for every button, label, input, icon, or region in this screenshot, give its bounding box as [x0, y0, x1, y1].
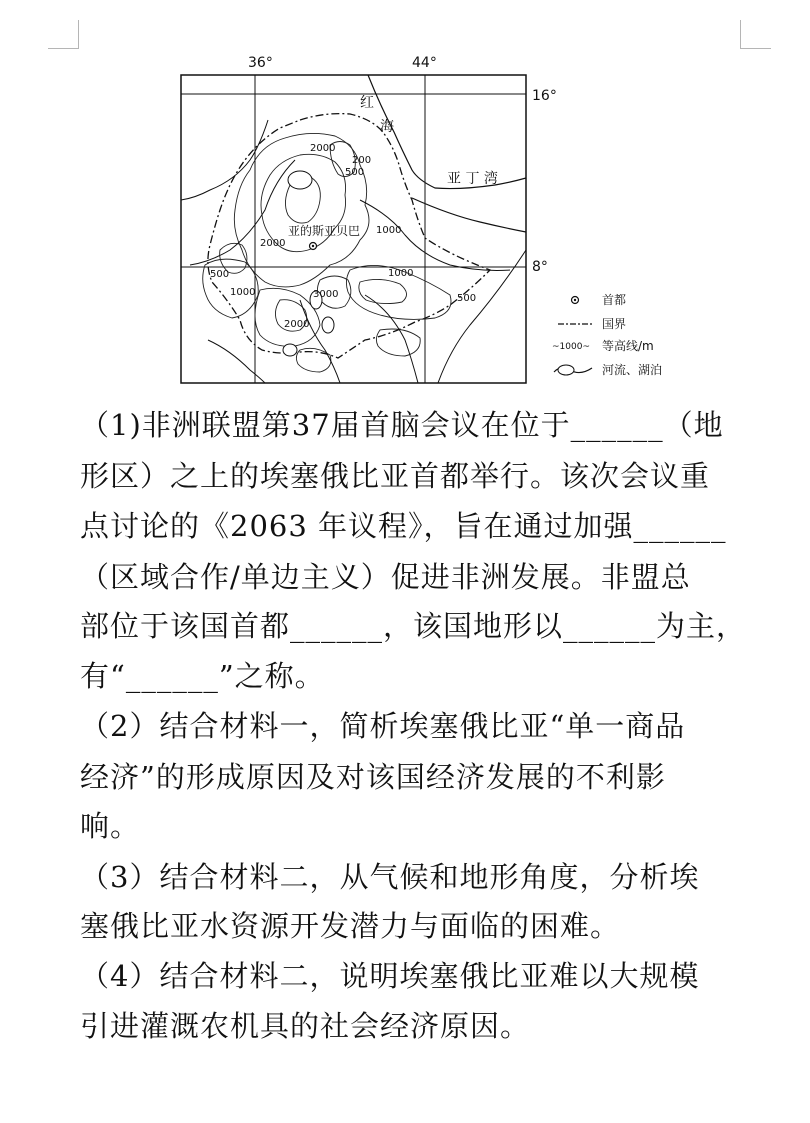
- text-line: 有“______”之称。: [80, 659, 325, 693]
- contour-label: 500: [457, 293, 477, 304]
- contour-icon: ~1000~: [552, 342, 590, 352]
- text-line: （区域合作/单边主义）促进非洲发展。非盟总: [80, 560, 691, 594]
- contour-label: 1000: [376, 225, 402, 236]
- text-line: 点讨论的《2063 年议程》，旨在通过加强______: [80, 509, 727, 543]
- text-line: 经济”的形成原因及对该国经济发展的不利影: [80, 760, 666, 794]
- contour-label: 500: [210, 269, 230, 280]
- contour-lines: [203, 133, 451, 372]
- ethiopia-topographic-map: [150, 50, 680, 395]
- capital-label: 亚的斯亚贝巴: [288, 224, 361, 238]
- contour-label: 1000: [388, 268, 414, 279]
- gulf-south-coast: [412, 198, 526, 232]
- red-sea-label-2: 海: [380, 119, 394, 135]
- text-line: （4）结合材料二，说明埃塞俄比亚难以大规模: [80, 959, 700, 993]
- legend-label-river-lake: 河流、湖泊: [602, 363, 663, 377]
- longitude-label-36: 36°: [248, 55, 273, 71]
- red-sea-label-1: 红: [360, 95, 374, 111]
- latitude-label-16: 16°: [532, 88, 557, 104]
- map-legend: [552, 292, 662, 377]
- contour-label: 2000: [260, 238, 286, 249]
- latitude-label-8: 8°: [532, 259, 548, 275]
- text-line: （3）结合材料二，从气候和地形角度，分析埃: [80, 860, 700, 894]
- contour-label: 200: [352, 155, 372, 166]
- crop-mark-top-left: [48, 20, 79, 49]
- legend-label-capital: 首都: [602, 293, 627, 307]
- legend-label-contour: 等高线/m: [602, 339, 654, 353]
- text-line: （2）结合材料一，简析埃塞俄比亚“单一商品: [80, 709, 686, 743]
- gulf-of-aden-label: 亚 丁 湾: [447, 171, 498, 187]
- contour-label: 1000: [230, 287, 256, 298]
- text-line: 响。: [80, 809, 141, 843]
- text-line: 部位于该国首都______，该国地形以______为主，: [80, 609, 747, 643]
- contour-label: 500: [345, 167, 365, 178]
- text-line: 形区）之上的埃塞俄比亚首都举行。该次会议重: [80, 459, 711, 493]
- text-line: 塞俄比亚水资源开发潜力与面临的困难。: [80, 909, 621, 943]
- text-line: 引进灌溉农机具的社会经济原因。: [80, 1009, 531, 1043]
- contour-label: 3000: [313, 289, 339, 300]
- contour-label: 2000: [310, 143, 336, 154]
- crop-mark-top-right: [740, 20, 771, 49]
- contour-label: 2000: [284, 319, 310, 330]
- rivers: [181, 120, 510, 383]
- text-line: （1)非洲联盟第37届首脑会议在位于______（地: [80, 408, 724, 442]
- longitude-label-44: 44°: [412, 55, 437, 71]
- legend-label-border: 国界: [602, 317, 627, 331]
